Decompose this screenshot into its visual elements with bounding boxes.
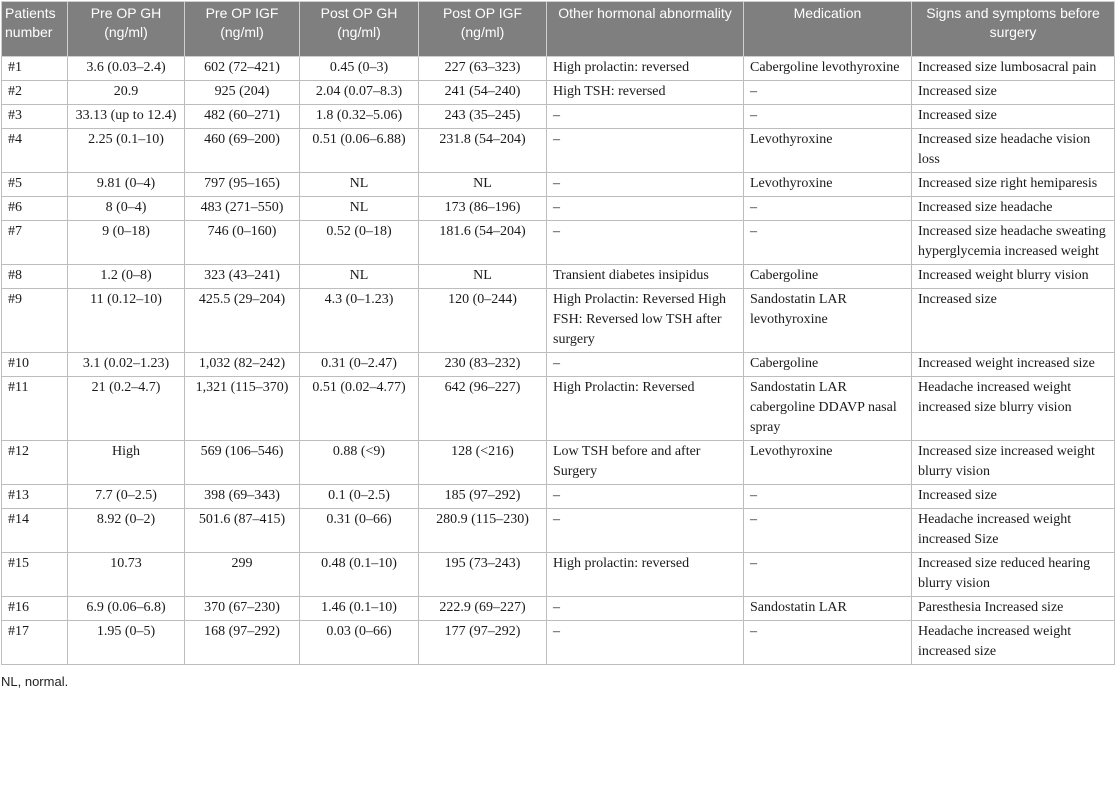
table-row bbox=[2, 105, 1115, 129]
cell-pre-op-igf: 168 (97–292) bbox=[185, 621, 300, 665]
cell-patient-number: #15 bbox=[2, 553, 68, 597]
cell-signs-and-symptoms: Headache increased weight increased size bbox=[912, 621, 1115, 665]
cell-post-op-igf: 195 (73–243) bbox=[419, 553, 547, 597]
cell-patient-number: #5 bbox=[2, 173, 68, 197]
cell-patient-number: #9 bbox=[2, 289, 68, 353]
cell-pre-op-igf: 1,032 (82–242) bbox=[185, 353, 300, 377]
table-row bbox=[2, 441, 1115, 485]
cell-pre-op-gh: 8 (0–4) bbox=[68, 197, 185, 221]
cell-pre-op-igf: 1,321 (115–370) bbox=[185, 377, 300, 441]
cell-signs-and-symptoms: Increased size lumbosacral pain bbox=[912, 57, 1115, 81]
table-row bbox=[2, 129, 1115, 173]
cell-other-hormonal-abnormality: – bbox=[547, 597, 744, 621]
cell-post-op-gh: 0.1 (0–2.5) bbox=[300, 485, 419, 509]
table-row bbox=[2, 553, 1115, 597]
cell-signs-and-symptoms: Increased size headache bbox=[912, 197, 1115, 221]
cell-post-op-igf: 230 (83–232) bbox=[419, 353, 547, 377]
cell-medication: Sandostatin LAR cabergoline DDAVP nasal spray bbox=[744, 377, 912, 441]
cell-pre-op-igf: 746 (0–160) bbox=[185, 221, 300, 265]
cell-medication: – bbox=[744, 105, 912, 129]
cell-pre-op-igf: 569 (106–546) bbox=[185, 441, 300, 485]
cell-post-op-gh: 0.45 (0–3) bbox=[300, 57, 419, 81]
cell-other-hormonal-abnormality: – bbox=[547, 485, 744, 509]
cell-patient-number: #2 bbox=[2, 81, 68, 105]
cell-post-op-gh: 1.8 (0.32–5.06) bbox=[300, 105, 419, 129]
cell-signs-and-symptoms: Increased size bbox=[912, 485, 1115, 509]
cell-patient-number: #4 bbox=[2, 129, 68, 173]
cell-pre-op-igf: 602 (72–421) bbox=[185, 57, 300, 81]
cell-other-hormonal-abnormality: Transient diabetes insipidus bbox=[547, 265, 744, 289]
cell-pre-op-igf: 323 (43–241) bbox=[185, 265, 300, 289]
header-row bbox=[2, 2, 1115, 57]
cell-post-op-gh: 4.3 (0–1.23) bbox=[300, 289, 419, 353]
header-patients-number: Patients number bbox=[2, 2, 68, 57]
cell-other-hormonal-abnormality: High Prolactin: Reversed High FSH: Reversed low TSH after surgery bbox=[547, 289, 744, 353]
cell-post-op-igf: 185 (97–292) bbox=[419, 485, 547, 509]
cell-pre-op-gh: 20.9 bbox=[68, 81, 185, 105]
cell-other-hormonal-abnormality: – bbox=[547, 509, 744, 553]
cell-signs-and-symptoms: Increased size increased weight blurry vision bbox=[912, 441, 1115, 485]
cell-medication: Levothyroxine bbox=[744, 173, 912, 197]
cell-pre-op-igf: 370 (67–230) bbox=[185, 597, 300, 621]
table-row bbox=[2, 509, 1115, 553]
cell-pre-op-gh: 10.73 bbox=[68, 553, 185, 597]
cell-pre-op-igf: 482 (60–271) bbox=[185, 105, 300, 129]
cell-post-op-gh: 0.51 (0.02–4.77) bbox=[300, 377, 419, 441]
cell-post-op-gh: 0.51 (0.06–6.88) bbox=[300, 129, 419, 173]
cell-post-op-igf: 243 (35–245) bbox=[419, 105, 547, 129]
table-row bbox=[2, 621, 1115, 665]
cell-pre-op-igf: 501.6 (87–415) bbox=[185, 509, 300, 553]
header-post-op-gh: Post OP GH (ng/ml) bbox=[300, 2, 419, 57]
cell-patient-number: #7 bbox=[2, 221, 68, 265]
cell-pre-op-gh: 9 (0–18) bbox=[68, 221, 185, 265]
cell-post-op-gh: 0.31 (0–66) bbox=[300, 509, 419, 553]
cell-pre-op-igf: 299 bbox=[185, 553, 300, 597]
cell-pre-op-gh: 11 (0.12–10) bbox=[68, 289, 185, 353]
cell-pre-op-gh: 21 (0.2–4.7) bbox=[68, 377, 185, 441]
cell-signs-and-symptoms: Increased size headache vision loss bbox=[912, 129, 1115, 173]
cell-pre-op-gh: 3.1 (0.02–1.23) bbox=[68, 353, 185, 377]
cell-patient-number: #17 bbox=[2, 621, 68, 665]
cell-post-op-gh: NL bbox=[300, 173, 419, 197]
cell-pre-op-igf: 425.5 (29–204) bbox=[185, 289, 300, 353]
cell-other-hormonal-abnormality: – bbox=[547, 221, 744, 265]
cell-other-hormonal-abnormality: Low TSH before and after Surgery bbox=[547, 441, 744, 485]
cell-post-op-gh: 0.31 (0–2.47) bbox=[300, 353, 419, 377]
cell-patient-number: #10 bbox=[2, 353, 68, 377]
table-row bbox=[2, 377, 1115, 441]
cell-post-op-igf: NL bbox=[419, 265, 547, 289]
table-footnote: NL, normal. bbox=[1, 674, 69, 689]
cell-other-hormonal-abnormality: High prolactin: reversed bbox=[547, 57, 744, 81]
header-pre-op-igf: Pre OP IGF (ng/ml) bbox=[185, 2, 300, 57]
cell-medication: Levothyroxine bbox=[744, 129, 912, 173]
cell-medication: – bbox=[744, 621, 912, 665]
table-row bbox=[2, 57, 1115, 81]
cell-signs-and-symptoms: Increased size reduced hearing blurry vision bbox=[912, 553, 1115, 597]
cell-other-hormonal-abnormality: High TSH: reversed bbox=[547, 81, 744, 105]
cell-medication: – bbox=[744, 221, 912, 265]
cell-pre-op-gh: 8.92 (0–2) bbox=[68, 509, 185, 553]
table-row bbox=[2, 221, 1115, 265]
cell-post-op-igf: 173 (86–196) bbox=[419, 197, 547, 221]
header-pre-op-gh: Pre OP GH (ng/ml) bbox=[68, 2, 185, 57]
cell-medication: Cabergoline bbox=[744, 265, 912, 289]
cell-pre-op-gh: 6.9 (0.06–6.8) bbox=[68, 597, 185, 621]
cell-post-op-igf: 177 (97–292) bbox=[419, 621, 547, 665]
cell-patient-number: #12 bbox=[2, 441, 68, 485]
cell-patient-number: #11 bbox=[2, 377, 68, 441]
cell-signs-and-symptoms: Increased size bbox=[912, 105, 1115, 129]
header-medication: Medication bbox=[744, 2, 912, 57]
cell-medication: Cabergoline bbox=[744, 353, 912, 377]
cell-pre-op-igf: 398 (69–343) bbox=[185, 485, 300, 509]
cell-signs-and-symptoms: Headache increased weight increased Size bbox=[912, 509, 1115, 553]
cell-pre-op-gh: 1.2 (0–8) bbox=[68, 265, 185, 289]
cell-post-op-igf: 120 (0–244) bbox=[419, 289, 547, 353]
header-signs-and-symptoms: Signs and symptoms before surgery bbox=[912, 2, 1115, 57]
cell-post-op-igf: NL bbox=[419, 173, 547, 197]
cell-pre-op-gh: 33.13 (up to 12.4) bbox=[68, 105, 185, 129]
table-row bbox=[2, 265, 1115, 289]
cell-signs-and-symptoms: Increased weight blurry vision bbox=[912, 265, 1115, 289]
cell-patient-number: #14 bbox=[2, 509, 68, 553]
table-row bbox=[2, 173, 1115, 197]
cell-post-op-igf: 642 (96–227) bbox=[419, 377, 547, 441]
cell-post-op-gh: 0.52 (0–18) bbox=[300, 221, 419, 265]
table-row bbox=[2, 597, 1115, 621]
cell-signs-and-symptoms: Increased size right hemiparesis bbox=[912, 173, 1115, 197]
cell-post-op-igf: 128 (<216) bbox=[419, 441, 547, 485]
cell-post-op-gh: NL bbox=[300, 265, 419, 289]
cell-pre-op-igf: 483 (271–550) bbox=[185, 197, 300, 221]
cell-medication: Sandostatin LAR levothyroxine bbox=[744, 289, 912, 353]
cell-other-hormonal-abnormality: – bbox=[547, 129, 744, 173]
cell-post-op-gh: 2.04 (0.07–8.3) bbox=[300, 81, 419, 105]
cell-other-hormonal-abnormality: High prolactin: reversed bbox=[547, 553, 744, 597]
cell-post-op-gh: 0.48 (0.1–10) bbox=[300, 553, 419, 597]
patients-table bbox=[1, 1, 1115, 665]
cell-post-op-igf: 241 (54–240) bbox=[419, 81, 547, 105]
cell-pre-op-gh: 2.25 (0.1–10) bbox=[68, 129, 185, 173]
cell-patient-number: #13 bbox=[2, 485, 68, 509]
table-row bbox=[2, 485, 1115, 509]
table-row bbox=[2, 81, 1115, 105]
cell-medication: – bbox=[744, 509, 912, 553]
cell-pre-op-gh: High bbox=[68, 441, 185, 485]
cell-patient-number: #3 bbox=[2, 105, 68, 129]
cell-patient-number: #8 bbox=[2, 265, 68, 289]
cell-post-op-gh: 0.88 (<9) bbox=[300, 441, 419, 485]
cell-pre-op-gh: 9.81 (0–4) bbox=[68, 173, 185, 197]
header-other-hormonal-abnormality: Other hormonal abnormality bbox=[547, 2, 744, 57]
cell-post-op-igf: 280.9 (115–230) bbox=[419, 509, 547, 553]
cell-other-hormonal-abnormality: – bbox=[547, 105, 744, 129]
cell-post-op-igf: 231.8 (54–204) bbox=[419, 129, 547, 173]
cell-post-op-gh: 0.03 (0–66) bbox=[300, 621, 419, 665]
cell-pre-op-igf: 460 (69–200) bbox=[185, 129, 300, 173]
cell-signs-and-symptoms: Paresthesia Increased size bbox=[912, 597, 1115, 621]
table-row bbox=[2, 353, 1115, 377]
cell-medication: – bbox=[744, 81, 912, 105]
cell-other-hormonal-abnormality: – bbox=[547, 353, 744, 377]
table-body bbox=[2, 57, 1115, 665]
cell-pre-op-gh: 3.6 (0.03–2.4) bbox=[68, 57, 185, 81]
cell-patient-number: #1 bbox=[2, 57, 68, 81]
cell-patient-number: #16 bbox=[2, 597, 68, 621]
cell-pre-op-gh: 7.7 (0–2.5) bbox=[68, 485, 185, 509]
cell-signs-and-symptoms: Increased size bbox=[912, 81, 1115, 105]
cell-signs-and-symptoms: Increased size bbox=[912, 289, 1115, 353]
cell-post-op-gh: 1.46 (0.1–10) bbox=[300, 597, 419, 621]
cell-signs-and-symptoms: Increased weight increased size bbox=[912, 353, 1115, 377]
cell-signs-and-symptoms: Headache increased weight increased size blurry vision bbox=[912, 377, 1115, 441]
cell-other-hormonal-abnormality: – bbox=[547, 173, 744, 197]
cell-post-op-igf: 227 (63–323) bbox=[419, 57, 547, 81]
cell-medication: Levothyroxine bbox=[744, 441, 912, 485]
cell-post-op-igf: 222.9 (69–227) bbox=[419, 597, 547, 621]
cell-medication: – bbox=[744, 553, 912, 597]
cell-pre-op-gh: 1.95 (0–5) bbox=[68, 621, 185, 665]
table-row bbox=[2, 197, 1115, 221]
cell-pre-op-igf: 797 (95–165) bbox=[185, 173, 300, 197]
cell-pre-op-igf: 925 (204) bbox=[185, 81, 300, 105]
header-post-op-igf: Post OP IGF (ng/ml) bbox=[419, 2, 547, 57]
cell-post-op-gh: NL bbox=[300, 197, 419, 221]
cell-medication: – bbox=[744, 197, 912, 221]
cell-other-hormonal-abnormality: High Prolactin: Reversed bbox=[547, 377, 744, 441]
cell-medication: – bbox=[744, 485, 912, 509]
cell-other-hormonal-abnormality: – bbox=[547, 197, 744, 221]
cell-medication: Sandostatin LAR bbox=[744, 597, 912, 621]
cell-signs-and-symptoms: Increased size headache sweating hyperglycemia increased weight bbox=[912, 221, 1115, 265]
table-row bbox=[2, 289, 1115, 353]
cell-other-hormonal-abnormality: – bbox=[547, 621, 744, 665]
cell-post-op-igf: 181.6 (54–204) bbox=[419, 221, 547, 265]
cell-medication: Cabergoline levothyroxine bbox=[744, 57, 912, 81]
cell-patient-number: #6 bbox=[2, 197, 68, 221]
